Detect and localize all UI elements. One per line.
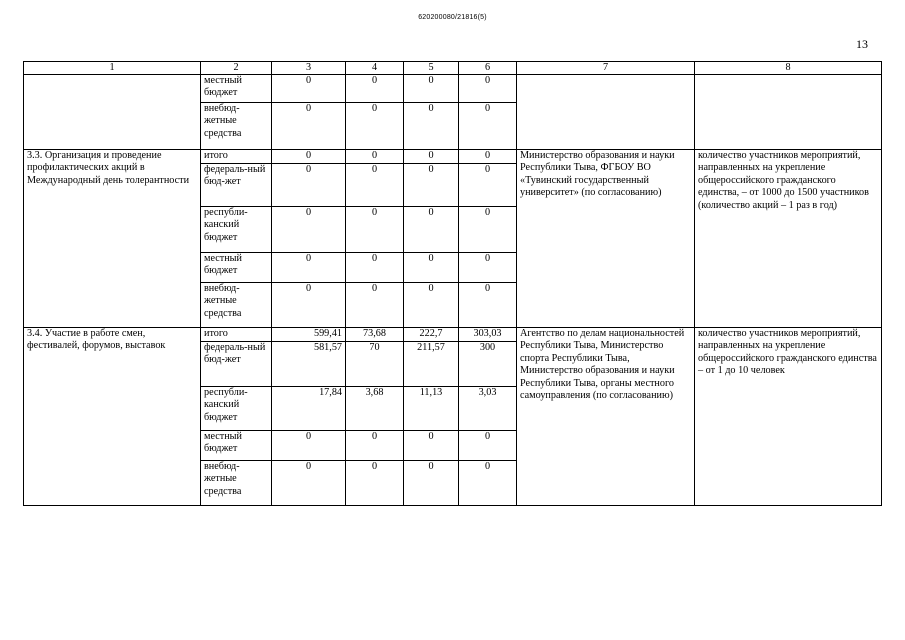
funding-source: внебюд-жетные средства — [201, 103, 272, 150]
funding-source: республи-канский бюджет — [201, 387, 272, 431]
value-year-2: 0 — [404, 103, 459, 150]
funding-source: федераль-ный бюд-жет — [201, 164, 272, 207]
value-total: 0 — [272, 164, 346, 207]
section-title: 3.3. Организация и проведение профилактических акций в Международный день толерантности — [24, 150, 201, 328]
value-year-3: 300 — [459, 342, 517, 387]
value-year-2: 0 — [404, 431, 459, 461]
funding-source: местный бюджет — [201, 75, 272, 103]
column-header: 4 — [346, 62, 404, 75]
value-year-1: 0 — [346, 150, 404, 164]
table-row — [24, 75, 882, 103]
value-year-2: 11,13 — [404, 387, 459, 431]
funding-source: республи-канский бюджет — [201, 207, 272, 253]
value-year-3: 0 — [459, 283, 517, 328]
value-total: 0 — [272, 75, 346, 103]
executors: Агентство по делам национальностей Республики Тыва, Министерство спорта Республики Тыва, Министерство образования и науки Республики Тыва, органы местного самоуправления (по согласованию) — [517, 328, 695, 506]
value-year-1: 3,68 — [346, 387, 404, 431]
value-year-3: 3,03 — [459, 387, 517, 431]
value-year-2: 0 — [404, 283, 459, 328]
value-year-2: 0 — [404, 150, 459, 164]
funding-source: местный бюджет — [201, 431, 272, 461]
value-total: 0 — [272, 253, 346, 283]
value-year-3: 0 — [459, 207, 517, 253]
executors-cell — [517, 75, 695, 150]
value-year-2: 211,57 — [404, 342, 459, 387]
value-year-3: 0 — [459, 253, 517, 283]
value-year-3: 0 — [459, 431, 517, 461]
value-year-1: 0 — [346, 207, 404, 253]
value-year-3: 303,03 — [459, 328, 517, 342]
value-total: 0 — [272, 103, 346, 150]
value-year-1: 0 — [346, 253, 404, 283]
program-table — [23, 61, 882, 506]
section-title-cell — [24, 75, 201, 150]
value-year-1: 0 — [346, 461, 404, 506]
value-year-1: 0 — [346, 283, 404, 328]
value-year-3: 0 — [459, 461, 517, 506]
document-id: 620200080/21816(5) — [418, 14, 487, 21]
column-header: 2 — [201, 62, 272, 75]
value-year-2: 222,7 — [404, 328, 459, 342]
value-total: 0 — [272, 150, 346, 164]
column-header: 5 — [404, 62, 459, 75]
section-title: 3.4. Участие в работе смен, фестивалей, форумов, выставок — [24, 328, 201, 506]
table-row — [24, 150, 882, 164]
value-total: 599,41 — [272, 328, 346, 342]
value-year-1: 0 — [346, 164, 404, 207]
value-year-3: 0 — [459, 164, 517, 207]
funding-source: внебюд-жетные средства — [201, 461, 272, 506]
value-year-2: 0 — [404, 75, 459, 103]
value-year-1: 0 — [346, 103, 404, 150]
value-total: 0 — [272, 431, 346, 461]
column-header: 7 — [517, 62, 695, 75]
column-header: 8 — [695, 62, 882, 75]
column-number-row — [24, 62, 882, 75]
expected-result: количество участников мероприятий, направленных на укрепление общероссийского гражданского единства – от 1 до 10 человек — [695, 328, 882, 506]
value-year-1: 70 — [346, 342, 404, 387]
value-year-2: 0 — [404, 164, 459, 207]
funding-source: федераль-ный бюд-жет — [201, 342, 272, 387]
expected-result: количество участников мероприятий, направленных на укрепление общероссийского гражданского единства, – от 1000 до 1500 участников (количество акций – 1 раз в год) — [695, 150, 882, 328]
value-total: 0 — [272, 461, 346, 506]
value-year-2: 0 — [404, 461, 459, 506]
value-year-2: 0 — [404, 253, 459, 283]
value-year-3: 0 — [459, 150, 517, 164]
value-year-1: 0 — [346, 431, 404, 461]
value-total: 0 — [272, 283, 346, 328]
value-year-2: 0 — [404, 207, 459, 253]
page-number: 13 — [856, 37, 868, 51]
column-header: 3 — [272, 62, 346, 75]
value-year-1: 0 — [346, 75, 404, 103]
result-cell — [695, 75, 882, 150]
funding-source: местный бюджет — [201, 253, 272, 283]
value-total: 581,57 — [272, 342, 346, 387]
value-year-3: 0 — [459, 75, 517, 103]
funding-source: итого — [201, 328, 272, 342]
table-row — [24, 328, 882, 342]
value-total: 0 — [272, 207, 346, 253]
value-total: 17,84 — [272, 387, 346, 431]
column-header: 1 — [24, 62, 201, 75]
column-header: 6 — [459, 62, 517, 75]
value-year-1: 73,68 — [346, 328, 404, 342]
funding-source: внебюд-жетные средства — [201, 283, 272, 328]
funding-source: итого — [201, 150, 272, 164]
value-year-3: 0 — [459, 103, 517, 150]
executors: Министерство образования и науки Республики Тыва, ФГБОУ ВО «Тувинский государственный университет» (по согласованию) — [517, 150, 695, 328]
